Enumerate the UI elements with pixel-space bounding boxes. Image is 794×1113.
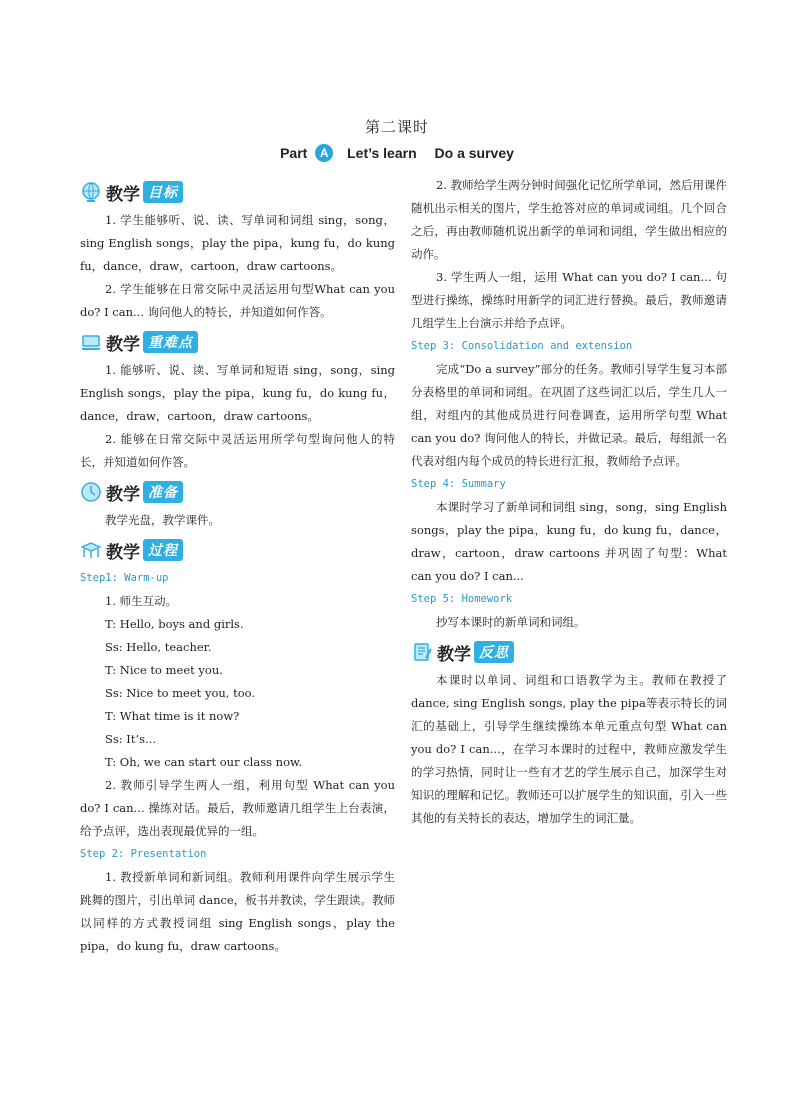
part-letter-badge: A bbox=[315, 144, 333, 162]
key-points-badge: 重难点 bbox=[143, 331, 198, 353]
step3-label: Step 3: Consolidation and extension bbox=[411, 340, 633, 352]
objectives-heading: 教学 目标 bbox=[80, 177, 395, 207]
process-badge: 过程 bbox=[143, 539, 183, 561]
lesson-subtitle bbox=[0, 144, 794, 162]
reflection-text: 本课时以单词、词组和口语教学为主。教师在教授了 dance, sing English songs, play the pipa等表示特长的词汇的基础上，引导学生继续操练本单元重点句型 What can you do? I can...，在学习本课时的过程中，教师应激发学生的学习热情，同时让一些有才艺的学生展示自己，加深学生对知识的理解和记忆。教师还可以扩展学生的知识面，引入一些其他的有关特长的表达，增加学生的词汇量。 bbox=[411, 673, 727, 825]
step1-intro: 1. 师生互动。 bbox=[105, 594, 178, 608]
step3-paragraph: 完成“Do a survey”部分的任务。教师引导学生复习本部分表格里的单词和词组。在巩固了这些词汇以后，学生几人一组，对组内的其他成员进行问卷调查，运用所学句型 What can you do? 询问他人的特长，并做记录。最后，每组派一名代表对组内每个成员的特长进行汇报，教师给予点评。 bbox=[411, 362, 727, 468]
dialogue-line: Ss: Nice to meet you, too. bbox=[105, 686, 256, 700]
objective-1: 1. 学生能够听、说、读、写单词和词组 sing，song，sing English songs，play the pipa，kung fu，do kung fu，dance，draw，cartoon，draw cartoons。 bbox=[80, 213, 395, 273]
step5-paragraph: 抄写本课时的新单词和词组。 bbox=[436, 615, 586, 629]
preparation-text: 教学光盘，教学课件。 bbox=[105, 513, 220, 527]
subtitle-lets-learn: Let’s learn bbox=[347, 145, 417, 161]
step2-paragraph-2: 2. 教师给学生两分钟时间强化记忆所学单词，然后用课件随机出示相关的图片，学生抢答对应的单词或词组。几个回合之后，再由教师随机说出新学的单词和词组，学生做出相应的动作。 bbox=[411, 178, 727, 261]
objectives-badge: 目标 bbox=[143, 181, 183, 203]
dialogue-line: T: What time is it now? bbox=[105, 709, 240, 723]
preparation-badge: 准备 bbox=[143, 481, 183, 503]
dialogue-line: Ss: Hello, teacher. bbox=[105, 640, 212, 654]
step2-paragraph-3: 3. 学生两人一组，运用 What can you do? I can... 句型进行操练，操练时用新学的词汇进行替换。最后，教师邀请几组学生上台演示并给予点评。 bbox=[411, 270, 727, 330]
notebook-icon bbox=[411, 641, 433, 663]
subtitle-do-a-survey: Do a survey bbox=[434, 145, 514, 161]
step4-paragraph: 本课时学习了新单词和词组 sing，song，sing English songs，play the pipa，kung fu，do kung fu，dance，draw，cartoon，draw cartoons 并巩固了句型：What can you do? I can... bbox=[411, 500, 727, 583]
step1-paragraph-2: 2. 教师引导学生两人一组，利用句型 What can you do? I can... 操练对话。最后，教师邀请几组学生上台表演，给予点评，选出表现最优异的一组。 bbox=[80, 778, 395, 838]
process-heading: 教学 过程 bbox=[80, 535, 395, 565]
lesson-title: 第二课时 bbox=[364, 118, 429, 136]
desk-icon bbox=[80, 539, 102, 561]
part-label: Part bbox=[280, 145, 308, 161]
objective-2: 2. 学生能够在日常交际中灵活运用句型What can you do? I can... 询问他人的特长，并知道如何作答。 bbox=[80, 282, 395, 319]
dialogue-line: T: Nice to meet you. bbox=[105, 663, 223, 677]
reflection-heading: 教学 反思 bbox=[411, 637, 727, 667]
key-point-1: 1. 能够听、说、读、写单词和短语 sing，song，sing English songs，play the pipa，kung fu，do kung fu，dance，draw，cartoon，draw cartoons。 bbox=[80, 363, 395, 423]
clock-icon bbox=[80, 481, 102, 503]
step5-label: Step 5: Homework bbox=[411, 593, 513, 605]
step2-paragraph-1: 1. 教授新单词和新词组。教师利用课件向学生展示学生跳舞的图片，引出单词 dance，板书并教读，学生跟读。教师以同样的方式教授词组 sing English songs，play the pipa，do kung fu，draw cartoons。 bbox=[80, 870, 395, 953]
dialogue-line: Ss: It’s... bbox=[105, 732, 156, 746]
key-points-heading: 教学 重难点 bbox=[80, 327, 395, 357]
left-column bbox=[80, 174, 395, 958]
step4-label: Step 4: Summary bbox=[411, 478, 506, 490]
dialogue-line: T: Hello, boys and girls. bbox=[105, 617, 244, 631]
reflection-badge: 反思 bbox=[474, 641, 514, 663]
step2-label: Step 2: Presentation bbox=[80, 848, 207, 860]
globe-icon bbox=[80, 181, 102, 203]
dialogue-line: T: Oh, we can start our class now. bbox=[105, 755, 303, 769]
preparation-heading: 教学 准备 bbox=[80, 477, 395, 507]
step1-label: Step1: Warm-up bbox=[80, 572, 169, 584]
key-point-2: 2. 能够在日常交际中灵活运用所学句型询问他人的特长，并知道如何作答。 bbox=[80, 432, 395, 469]
laptop-icon bbox=[80, 331, 102, 353]
right-column bbox=[411, 174, 727, 830]
